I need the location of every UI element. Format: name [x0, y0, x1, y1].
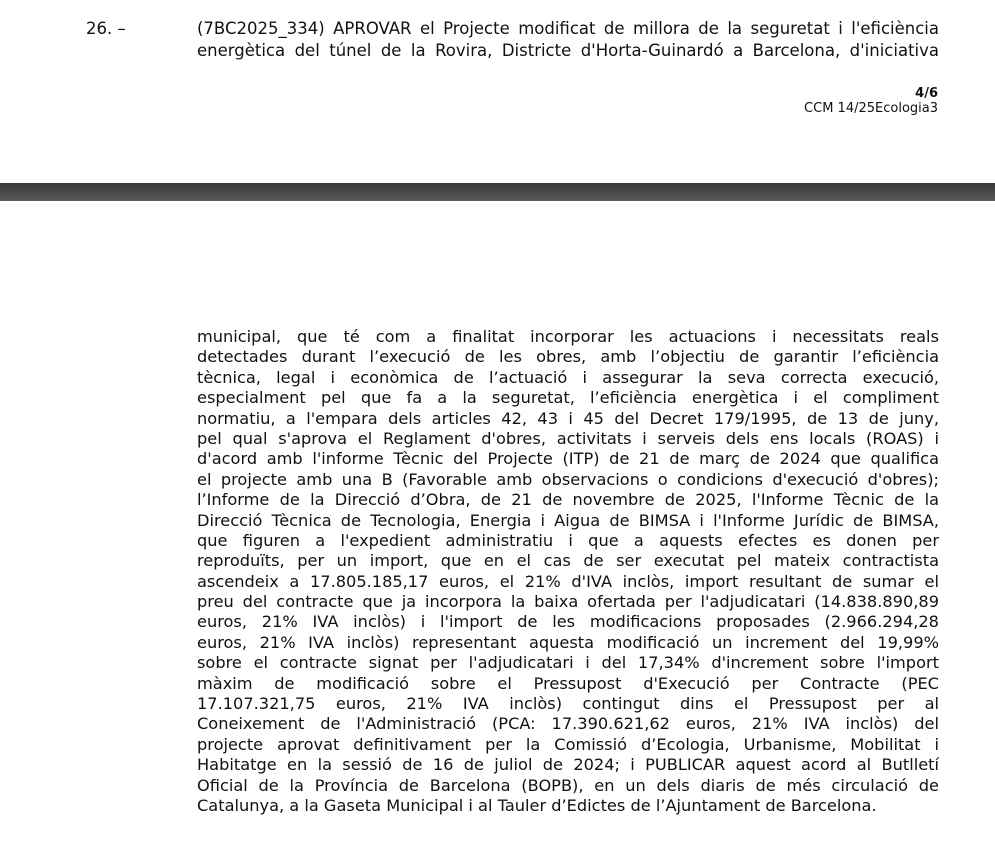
body-line: preu del contracte que ja incorpora la baixa ofertada per l'adjudicatari (14.838.890,89: [197, 592, 939, 612]
body-line: detectades durant l’execució de les obres, amb l’objectiu de garantir l’eficiència: [197, 347, 939, 367]
body-line: Coneixement de l'Administració (PCA: 17.390.621,62 euros, 21% IVA inclòs) del: [197, 714, 939, 734]
body-line: sobre el contracte signat per l'adjudicatari i del 17,34% d'increment sobre l'import: [197, 653, 939, 673]
body-line: Oficial de la Província de Barcelona (BOPB), en un dels diaris de més circulació de: [197, 775, 939, 795]
body-line: ascendeix a 17.805.185,17 euros, el 21% d'IVA inclòs, import resultant de sumar el: [197, 571, 939, 591]
page-reference: CCM 14/25Ecologia3: [804, 101, 938, 116]
body-line: d'acord amb l'informe Tècnic del Projecte (ITP) de 21 de març de 2024 que qualifica: [197, 449, 939, 469]
page-top: [0, 0, 995, 183]
heading-line: (7BC2025_334) APROVAR el Projecte modificat de millora de la seguretat i l'eficiència: [197, 19, 939, 38]
body-line: municipal, que té com a finalitat incorporar les actuacions i necessitats reals: [197, 327, 939, 346]
body-line: que figuren a l'expedient administratiu i que a aquests efectes es donen per: [197, 530, 939, 550]
body-line: euros, 21% IVA inclòs) representant aquesta modificació un increment del 19,99%: [197, 632, 939, 652]
body-line: especialment pel que fa a la seguretat, l’eficiència energètica i el compliment: [197, 388, 939, 408]
item-heading: [197, 18, 939, 62]
body-line: màxim de modificació sobre el Pressupost d'Execució per Contracte (PEC: [197, 673, 939, 693]
body-line: 17.107.321,75 euros, 21% IVA inclòs) contingut dins el Pressupost per al: [197, 694, 939, 714]
body-line: euros, 21% IVA inclòs) i l'import de les modificacions proposades (2.966.294,28: [197, 612, 939, 632]
body-line: el projecte amb una B (Favorable amb observacions o condicions d'execució d'obres);: [197, 469, 939, 489]
heading-line: energètica del túnel de la Rovira, Districte d'Horta-Guinardó a Barcelona, d'iniciativa: [197, 41, 939, 60]
body-paragraph: [197, 327, 939, 816]
body-line: l’Informe de la Direcció d’Obra, de 21 de novembre de 2025, l'Informe Tècnic de la: [197, 490, 939, 510]
body-line: normatiu, a l'empara dels articles 42, 43 i 45 del Decret 179/1995, de 13 de juny,: [197, 408, 939, 428]
page-separator: [0, 183, 995, 201]
body-line: pel qual s'aprova el Reglament d'obres, activitats i serveis dels ens locals (ROAS) i: [197, 428, 939, 448]
body-line: reproduïts, per un import, que en el cas de ser executat pel mateix contractista: [197, 551, 939, 571]
body-line: tècnica, legal i econòmica de l’actuació i assegurar la seva correcta execució,: [197, 367, 939, 387]
body-line: Direcció Tècnica de Tecnologia, Energia i Aigua de BIMSA i l'Informe Jurídic de BIMSA,: [197, 510, 939, 530]
body-line: projecte aprovat definitivament per la Comissió d’Ecologia, Urbanisme, Mobilitat i: [197, 734, 939, 754]
page-number: 4/6: [915, 86, 938, 101]
body-line: Habitatge en la sessió de 16 de juliol de 2024; i PUBLICAR aquest acord al Butlletí: [197, 755, 939, 775]
item-number: 26. –: [86, 19, 126, 38]
body-line: Catalunya, a la Gaseta Municipal i al Tauler d’Edictes de l’Ajuntament de Barcelona.: [197, 795, 877, 815]
